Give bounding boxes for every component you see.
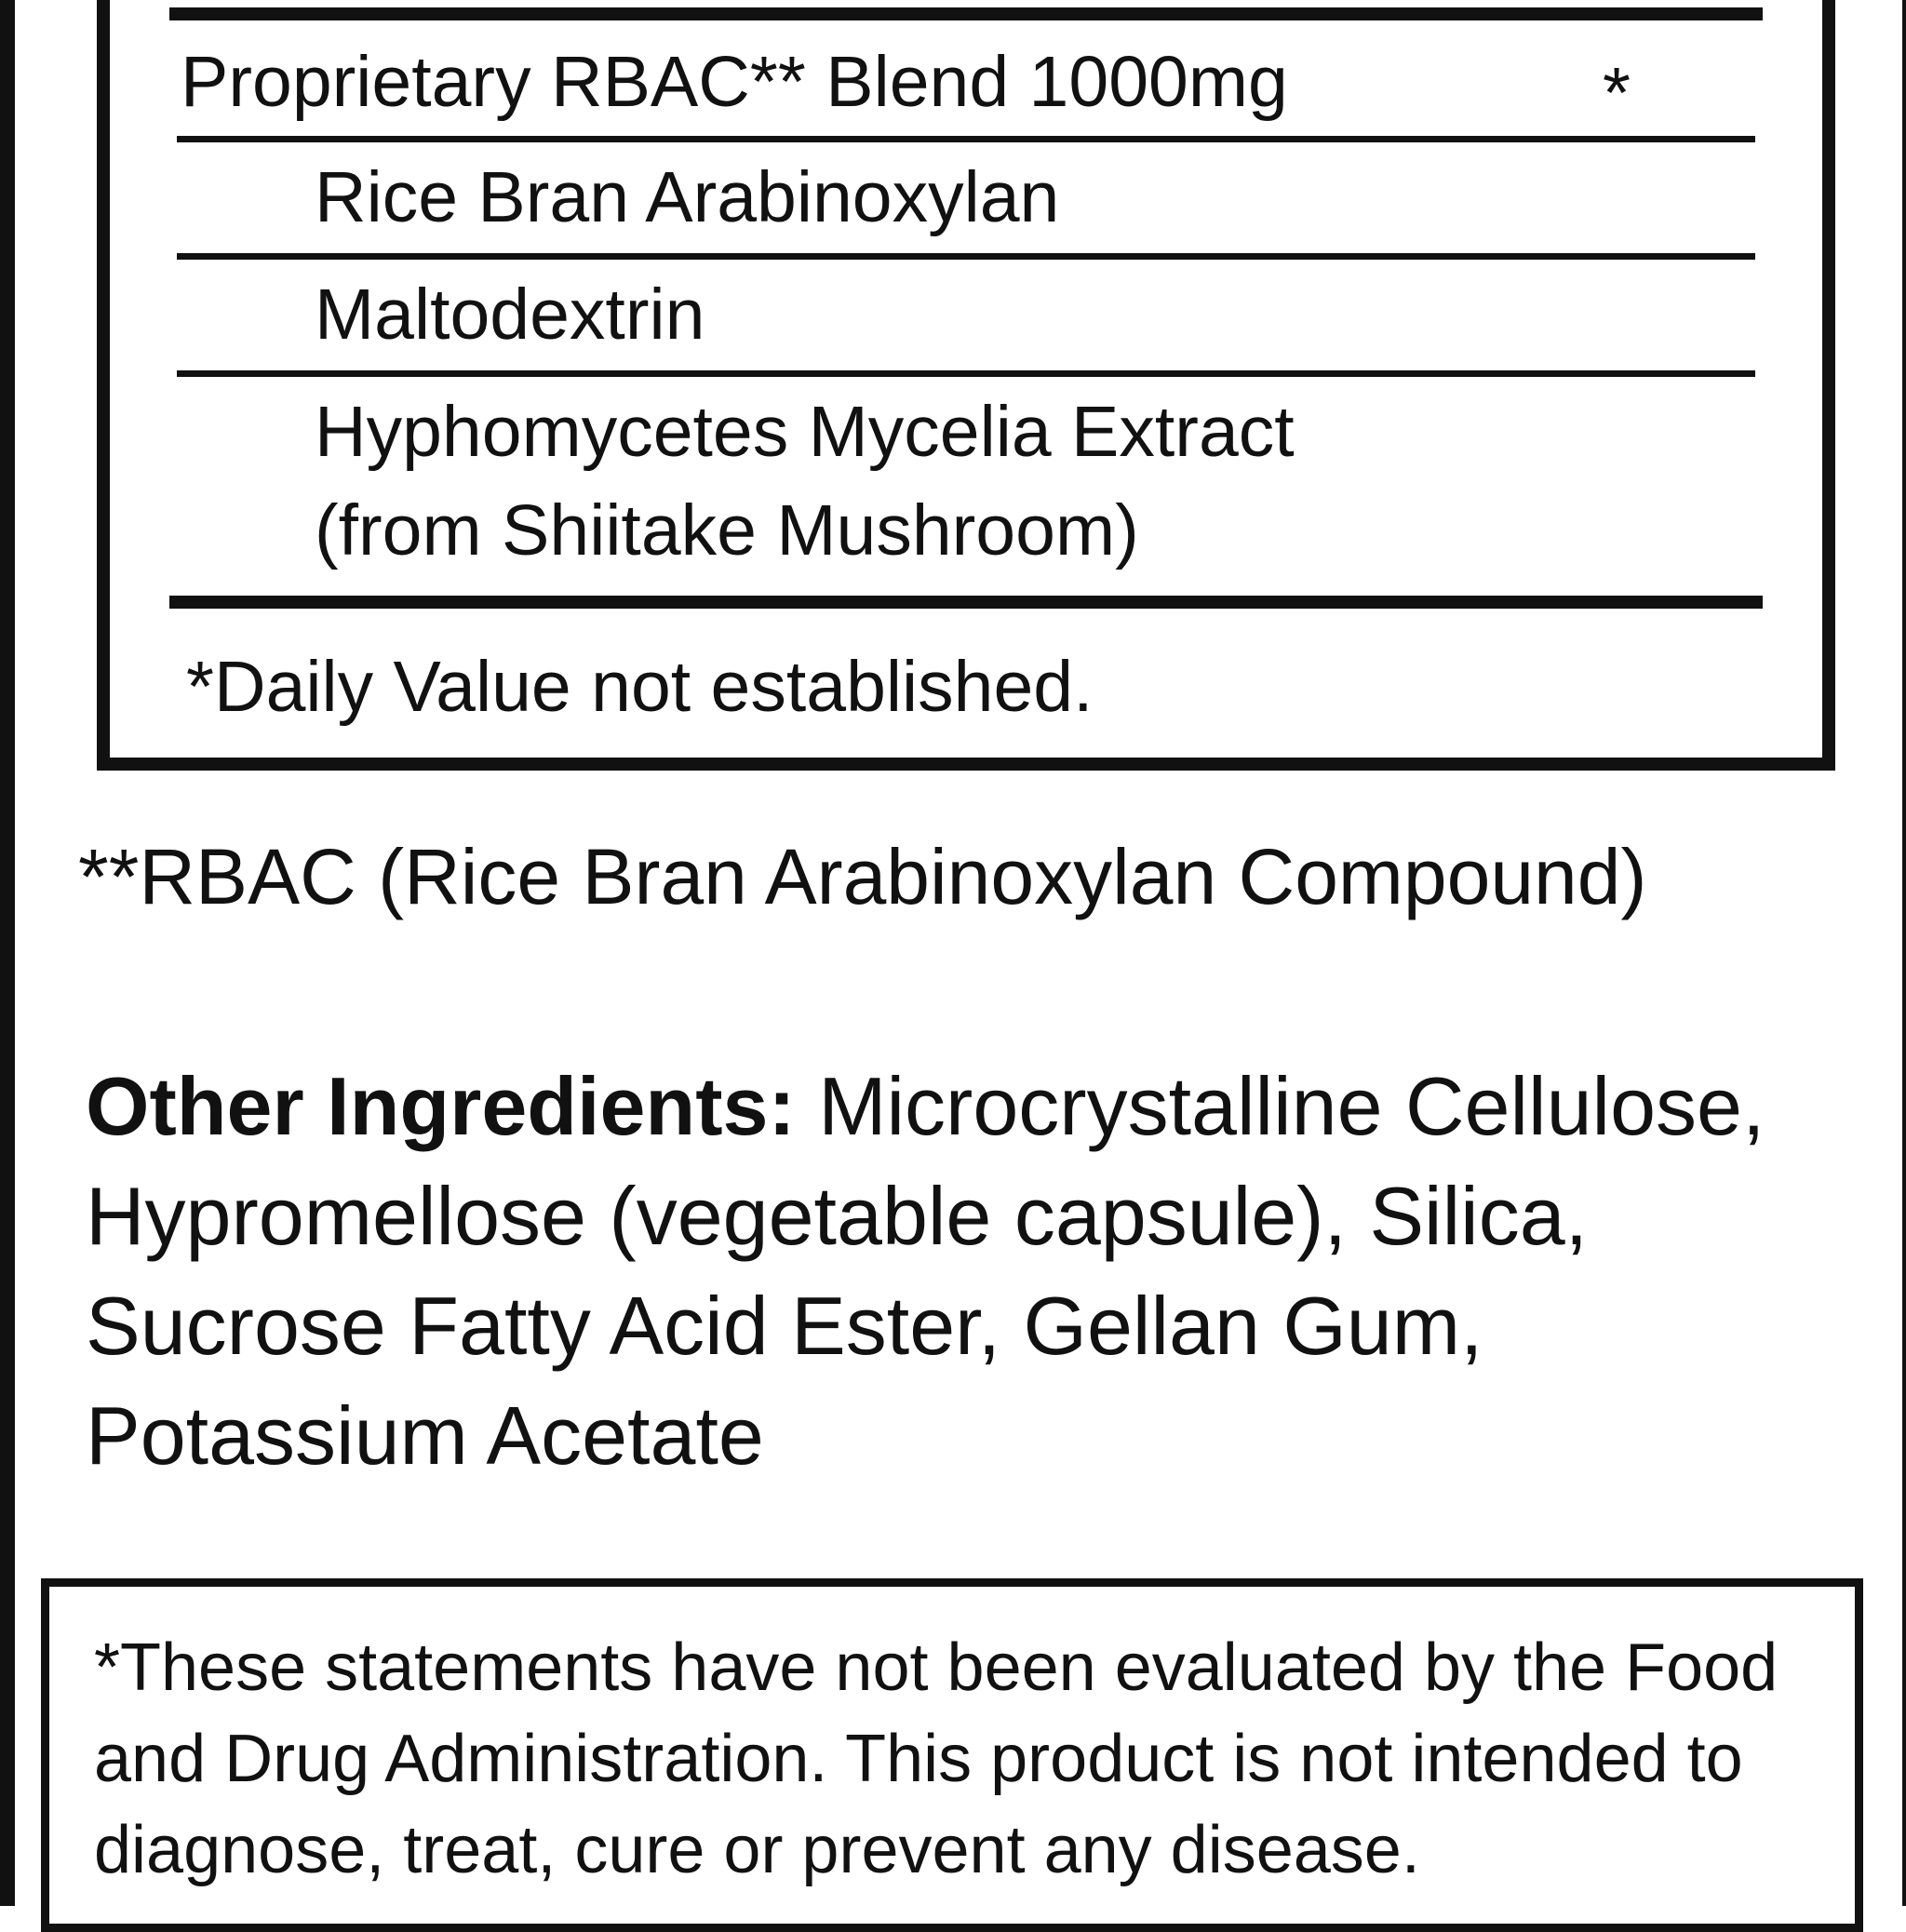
left-edge-bar — [0, 0, 15, 1906]
daily-value-note: *Daily Value not established. — [186, 647, 1094, 727]
top-thick-rule — [169, 7, 1763, 20]
row-divider — [177, 253, 1755, 260]
rbac-footnote: **RBAC (Rice Bran Arabinoxylan Compound) — [78, 833, 1647, 920]
row-divider — [177, 370, 1755, 377]
rice-bran-arabinoxylan-label: Rice Bran Arabinoxylan — [315, 157, 1060, 237]
supplement-facts-panel — [97, 0, 1835, 771]
other-ingredients-heading: Other Ingredients: — [86, 1060, 796, 1152]
proprietary-blend-label: Proprietary RBAC** Blend 1000mg — [181, 42, 1288, 122]
row-divider — [177, 136, 1755, 142]
other-ingredients — [86, 1052, 1854, 1491]
other-ingredients-text: Microcrystalline Cellulose, Hypromellose (vegetable capsule), Silica, Sucrose Fatty Acid Ester, Gellan Gum, Potassium Acetate — [86, 1060, 1765, 1482]
mycelia-extract-source: (from Shiitake Mushroom) — [315, 490, 1139, 570]
fda-disclaimer-text: *These statements have not been evaluated by the Food and Drug Administration. This product is not intended to diagnose, treat, cure or prevent any disease. — [94, 1630, 1778, 1887]
right-edge-bar — [1902, 0, 1906, 1906]
proprietary-blend-dv: * — [1603, 53, 1631, 133]
fda-disclaimer-box — [41, 1578, 1863, 1932]
mycelia-extract-label: Hyphomycetes Mycelia Extract — [315, 392, 1295, 472]
maltodextrin-label: Maltodextrin — [315, 275, 705, 355]
bottom-thick-rule — [169, 596, 1763, 609]
